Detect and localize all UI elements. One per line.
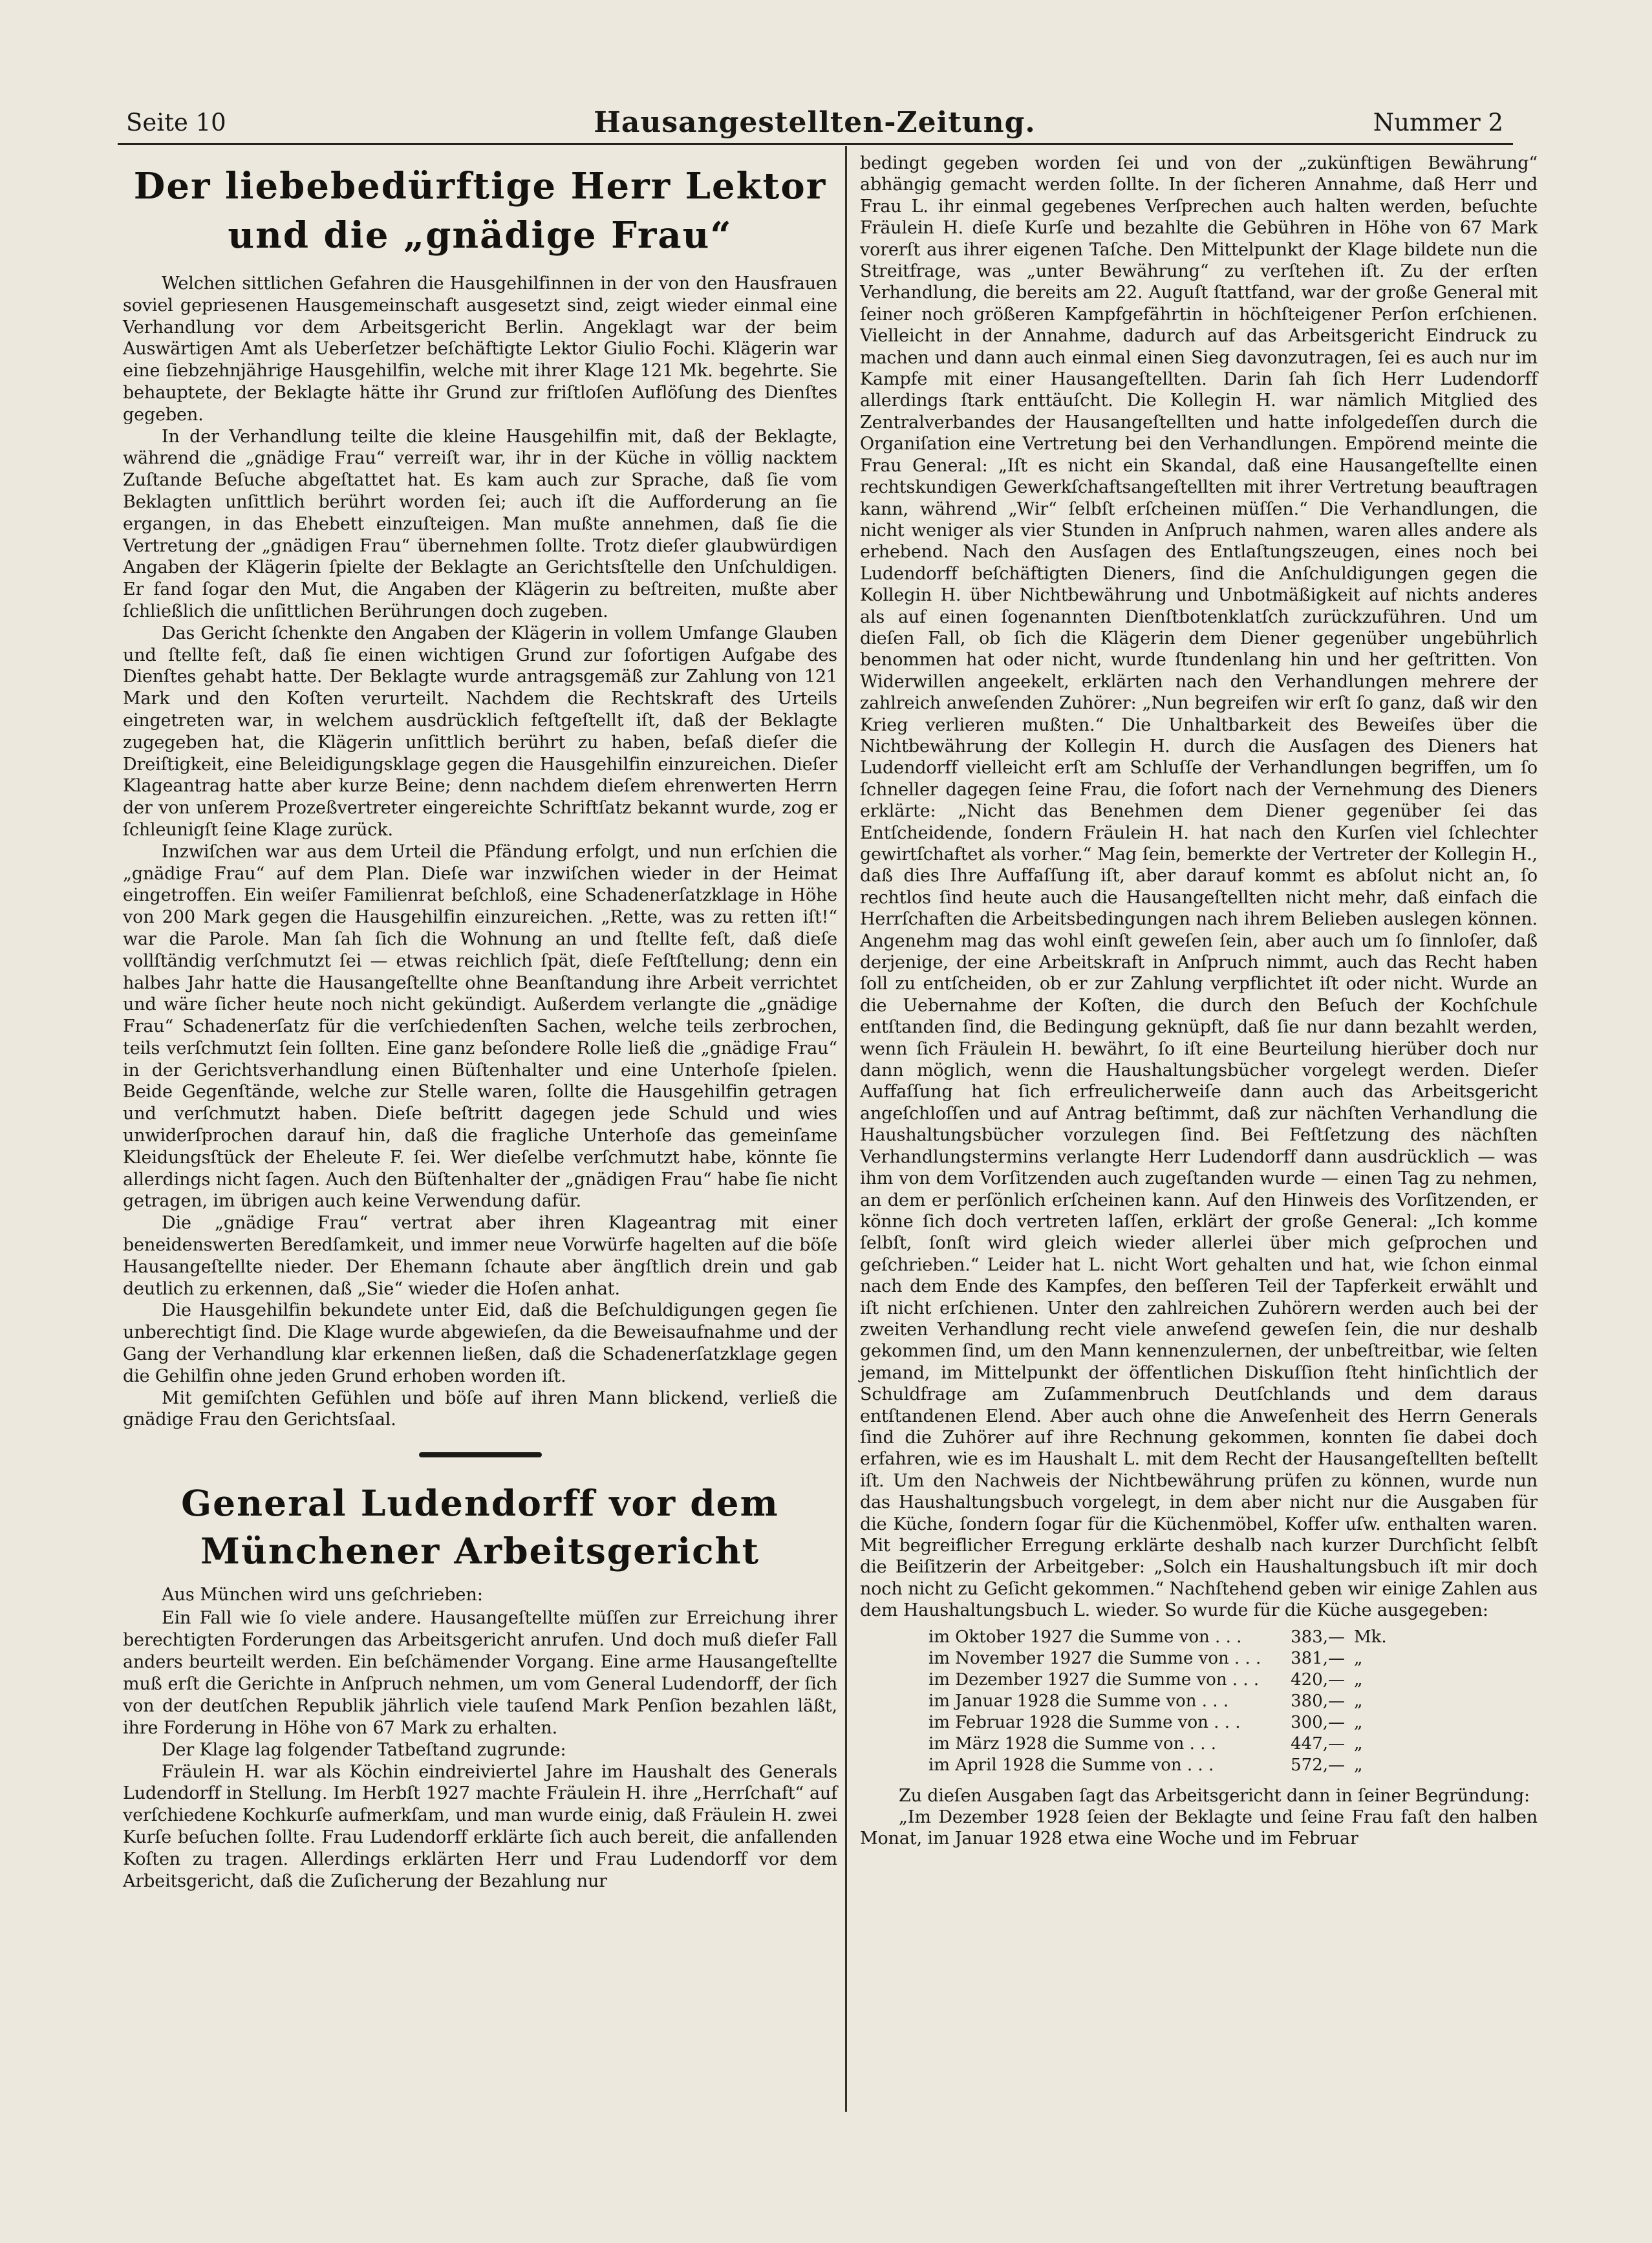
expense-amount: 381,— [1291,1648,1345,1668]
expenses-table [860,1627,1538,1776]
article-ludendorff-paragraph: Ein Fall wie ſo viele andere. Hausangeſtellte müſſen zur Erreichung ihrer berechtigten Forderungen das Arbeitsgericht anrufen. Und doch muß dieſer Fall anders beurteilt werden. Ein beſchämender Vorgang. Eine arme Hausangeſtellte muß erſt die Gerichte in Anſpruch nehmen, um vom General Ludendorff, der ſich von der deutſchen Republik jährlich viele tauſend Mark Penſion bezahlen läßt, ihre Forderung in Höhe von 67 Mark zu erhalten. [123,1608,837,1738]
expense-row [860,1627,1538,1648]
header-rule [118,143,1513,145]
article-ludendorff-continuation: bedingt gegeben worden ſei und von der „zukünftigen Bewährung“ abhängig gemacht werden ſollte. In der ſicheren Annahme, daß Herr und Frau L. ihr einmal gegebenes Verſprechen auch halten werden, beſuchte Fräulein H. dieſe Kurſe und bezahlte die Gebühren in Höhe von 67 Mark vorerſt aus ihrer eigenen Taſche. Den Mittelpunkt der Klage bildete nun die Streitfrage, was „unter Bewährung“ zu verſtehen iſt. Zu der erſten Verhandlung, die bereits am 22. Auguſt ſtattfand, war der große General mit ſeiner noch größeren Kampfgefährtin in höchſteigener Perſon erſchienen. Vielleicht in der Annahme, dadurch auf das Arbeitsgericht Eindruck zu machen und dann auch einmal einen Sieg davonzutragen, ſei es auch nur im Kampfe mit einer Hausangeſtellten. Darin ſah ſich Herr Ludendorff allerdings ſtark enttäuſcht. Die Kollegin H. war nämlich Mitglied des Zentralverbandes der Hausangeſtellten und hatte infolgedeſſen durch die Organiſation eine Vertretung bei den Verhandlungen. Empörend meinte die Frau General: „Iſt es nicht ein Skandal, daß eine Hausangeſtellte einen rechtskundigen Gewerkſchaftsangeſtellten mit ihrer Vertretung beauftragen kann, während „Wir“ ſelbſt erſcheinen müſſen.“ Die Verhandlungen, die nicht weniger als vier Stunden in Anſpruch nahmen, waren alles andere als erhebend. Nach den Ausſagen des Entlaſtungszeugen, eines noch bei Ludendorff beſchäftigten Dieners, ſind die Anſchuldigungen gegen die Kollegin H. über Nichtbewährung und Unbotmäßigkeit auf nichts anderes als auf einen ſogenannten Dienſtbotenklatſch zurückzuführen. Und um dieſen Fall, ob ſich die Klägerin dem Diener gegenüber ungebührlich benommen hat oder nicht, wurde ſtundenlang hin und her geſtritten. Von Widerwillen angeekelt, erklärten nach den Verhandlungen mehrere der zahlreich anweſenden Zuhörer: „Nun begreifen wir erſt ſo ganz, daß wir den Krieg verlieren mußten.“ Die Unhaltbarkeit des Beweiſes über die Nichtbewährung der Kollegin H. durch die Ausſagen des Dieners hat Ludendorff vielleicht erſt am Schluſſe der Verhandlungen begriffen, um ſo ſchneller dagegen ſeine Frau, die ſofort nach der Vernehmung des Dieners erklärte: „Nicht das Benehmen dem Diener gegenüber ſei das Entſcheidende, ſondern Fräulein H. hat nach den Kurſen viel ſchlechter gewirtſchaftet als vorher.“ Mag ſein, bemerkte der Vertreter der Kollegin H., daß dies Ihre Auffaſſung iſt, aber darauf kommt es abſolut nicht an, ſo rechtlos ſind heute auch die Hausangeſtellten nicht mehr, daß einfach die Herrſchaften die Arbeitsbedingungen nach ihrem Belieben auslegen können. Angenehm mag das wohl einſt geweſen ſein, aber auch um ſo ſinnloſer, daß derjenige, der eine Arbeitskraft in Anſpruch nimmt, auch das Recht haben ſoll zu entſcheiden, ob er zur Zahlung verpflichtet iſt oder nicht. Wurde an die Uebernahme der Koſten, die durch den Beſuch der Kochſchule entſtanden ſind, die Bedingung geknüpft, daß ſie nur dann bezahlt werden, wenn ſich Fräulein H. bewährt, ſo iſt eine Beurteilung hierüber doch nur dann möglich, wenn die Haushaltungsbücher vorgelegt werden. Dieſer Auffaſſung hat ſich erfreulicherweiſe dann auch das Arbeitsgericht angeſchloſſen und auf Antrag beſtimmt, daß zur nächſten Verhandlung die Haushaltungsbücher vorzulegen ſind. Bei Feſtſetzung des nächſten Verhandlungstermins verlangte Herr Ludendorff dann ausdrücklich — was ihm von dem Vorſitzenden auch zugeſtanden wurde — einen Tag zu nehmen, an dem er perſönlich erſcheinen kann. Auf den Hinweis des Vorſitzenden, er könne ſich doch vertreten laſſen, erklärt der große General: „Ich komme ſelbſt, ſonſt wird gleich wieder allerlei über mich geſprochen und geſchrieben.“ Leider hat L. nicht Wort gehalten und hat, wie ſchon einmal nach dem Ende des Kampfes, den beſſeren Teil der Tapferkeit erwählt und iſt nicht erſchienen. Unter den zahlreichen Zuhörern werden auch bei der zweiten Verhandlung recht viele anweſend geweſen ſein, die nur deshalb gekommen ſind, um den Mann kennenzulernen, der unbeſtreitbar, wie ſelten jemand, im Mittelpunkt der öffentlichen Diskuſſion ſteht hinſichtlich der Schuldfrage am Zuſammenbruch Deutſchlands und dem daraus entſtandenen Elend. Aber auch ohne die Anweſenheit des Herrn Generals ſind die Zuhörer auf ihre Rechnung gekommen, konnten ſie dabei doch erfahren, wie es im Haushalt L. mit dem Recht der Hausangeſtellten beſtellt iſt. Um den Nachweis der Nichtbewährung prüfen zu können, wurde nun das Haushaltungsbuch vorgelegt, in dem aber nicht nur die Ausgaben für die Küche, ſondern ſogar für die Küchenmöbel, Koffer uſw. enthalten waren. Mit begreiflicher Erregung erklärte deshalb nach kurzer Durchſicht ſelbſt die Beiſitzerin der Arbeitgeber: „Solch ein Haushaltungsbuch iſt mir doch noch nicht zu Geſicht gekommen.“ Nachſtehend geben wir einige Zahlen aus dem Haushaltungsbuch L. wieder. So wurde für die Küche ausgegeben: [860,153,1538,1621]
article-ludendorff-paragraph: Zu dieſen Ausgaben ſagt das Arbeitsgericht dann in ſeiner Begründung: [899,1785,1530,1806]
article-lektor-paragraph: In der Verhandlung teilte die kleine Hausgehilfin mit, daß der Beklagte, während die „gnädige Frau“ verreiſt war, ihr in der Küche in völlig nacktem Zuſtande Beſuche abgeſtattet hat. Es kam auch zur Sprache, daß ſie vom Beklagten unſittlich berührt worden ſei; auch iſt die Aufforderung an ſie ergangen, in das Ehebett einzuſteigen. Man mußte annehmen, daß ſie die Vertretung der „gnädigen Frau“ übernehmen ſollte. Trotz dieſer glaubwürdigen Angaben der Klägerin ſpielte der Beklagte an Gerichtsſtelle den Unſchuldigen. Er fand ſogar den Mut, die Angaben der Klägerin zu beſtreiten, mußte aber ſchließlich die unſittlichen Berührungen doch zugeben. [123,426,837,621]
article-lektor-paragraph: Inzwiſchen war aus dem Urteil die Pfändung erfolgt, und nun erſchien die „gnädige Frau“ auf dem Plan. Dieſe war inzwiſchen wieder in der Heimat eingetroffen. Ein weiſer Familienrat beſchloß, eine Schadenerſatzklage in Höhe von 200 Mark gegen die Hausgehilfin einzureichen. „Rette, was zu retten iſt!“ war die Parole. Man ſah ſich die Wohnung an und ſtellte feſt, daß dieſe vollſtändig verſchmutzt ſei — etwas reichlich ſpät, dieſe Feſtſtellung; denn ein halbes Jahr hatte die Hausangeſtellte ohne Beanſtandung ihre Arbeit verrichtet und wäre ſicher heute noch nicht gekündigt. Außerdem verlangte die „gnädige Frau“ Schadenerſatz für die verſchiedenſten Sachen, welche teils zerbrochen, teils verſchmutzt ſein ſollten. Eine ganz beſondere Rolle ließ die „gnädige Frau“ in der Gerichtsverhandlung einen Büſtenhalter und eine Unterhoſe ſpielen. Beide Gegenſtände, welche zur Stelle waren, ſollte die Hausgehilfin getragen und verſchmutzt haben. Dieſe beſtritt dagegen jede Schuld und wies unwiderſprochen darauf hin, daß die fragliche Unterhoſe das gemeinſame Kleidungsſtück der Eheleute F. ſei. Wer dieſelbe verſchmutzt habe, könnte ſie allerdings nicht ſagen. Auch den Büſtenhalter der „gnädigen Frau“ habe ſie nicht getragen, im übrigen auch keine Verwendung dafür. [123,841,837,1212]
expense-unit: „ [1354,1669,1363,1690]
expense-label: im Januar 1928 die Summe von . . . [928,1691,1229,1711]
expense-amount: 420,— [1291,1669,1345,1690]
expense-unit: „ [1354,1691,1363,1711]
right-column [860,153,1538,1850]
expense-label: im Dezember 1927 die Summe von . . . [928,1669,1260,1690]
expense-amount: 572,— [1291,1755,1345,1775]
article-dateline: Aus München wird uns geſchrieben: [162,1585,483,1605]
column-divider [845,146,847,2112]
article-lektor-paragraph: Welchen sittlichen Gefahren die Hausgehilfinnen in der von den Hausfrauen soviel gepriesenen Hausgemeinschaft ausgesetzt sind, zeigt wieder einmal eine Verhandlung vor dem Arbeitsgericht Berlin. Angeklagt war der beim Auswärtigen Amt als Ueberſetzer beſchäftigte Lektor Giulio Fochi. Klägerin war eine ſiebzehnjährige Hausgehilfin, welche mit ihrer Klage 121 Mk. begehrte. Sie behauptete, der Beklagte hätte ihr Grund zur friſtloſen Auflöſung des Dienſtes gegeben. [123,274,837,425]
expense-unit: „ [1354,1755,1363,1775]
article-ludendorff-paragraph: „Im Dezember 1928 ſeien der Beklagte und ſeine Frau faſt den halben Monat, im Januar 1928 etwa eine Woche und im Februar [860,1807,1538,1849]
article-separator [419,1452,542,1457]
article-ludendorff [123,1479,837,1893]
article-lektor-paragraph: Die Hausgehilfin bekundete unter Eid, daß die Beſchuldigungen gegen ſie unberechtigt ſind. Die Klage wurde abgewieſen, da die Beweisaufnahme und der Gang der Verhandlung klar erkennen ließen, daß die Schadenerſatzklage gegen die Gehilfin ohne jeden Grund erhoben worden iſt. [123,1300,837,1386]
page-header [126,106,1503,144]
expense-label: im Oktober 1927 die Summe von . . . [928,1627,1242,1647]
expense-label: im April 1928 die Summe von . . . [928,1755,1214,1775]
expense-amount: 383,— [1291,1627,1345,1647]
article-lektor [123,162,837,1431]
page-number: Seite 10 [126,109,226,136]
newspaper-title: Hausangestellten-Zeitung. [594,106,1036,139]
expense-amount: 447,— [1291,1733,1345,1754]
expense-unit: „ [1354,1733,1363,1754]
expense-unit: „ [1354,1712,1363,1732]
expense-amount: 380,— [1291,1691,1345,1711]
expense-label: im Februar 1928 die Summe von . . . [928,1712,1241,1732]
article-ludendorff-paragraph: Fräulein H. war als Köchin eindreiviertel Jahre im Haushalt des Generals Ludendorff in Stellung. Im Herbſt 1927 machte Fräulein H. ihre „Herrſchaft“ auf verſchiedene Kochkurſe aufmerkſam, und man wurde einig, daß Fräulein H. zwei Kurſe beſuchen ſollte. Frau Ludendorff erklärte ſich auch bereit, die anfallenden Koſten zu tragen. Allerdings erklärten Herr und Frau Ludendorff vor dem Arbeitsgericht, daß die Zuſicherung der Bezahlung nur [123,1761,837,1892]
article-lektor-paragraph: Mit gemiſchten Gefühlen und böſe auf ihren Mann blickend, verließ die gnädige Frau den Gerichtsſaal. [123,1388,837,1430]
expense-label: im März 1928 die Summe von . . . [928,1733,1216,1754]
expense-unit: „ [1354,1648,1363,1668]
article-lektor-title: Der liebebedürftige Herr Lektor und die „gnädige Frau“ [133,165,827,257]
expense-row [860,1755,1538,1776]
expense-amount: 300,— [1291,1712,1345,1732]
expense-label: im November 1927 die Summe von . . . [928,1648,1261,1668]
article-lektor-paragraph: Das Gericht ſchenkte den Angaben der Klägerin in vollem Umfange Glauben und ſtellte feſt, daß ſie einen wichtigen Grund zur ſofortigen Aufgabe des Dienſtes gehabt hatte. Der Beklagte wurde antragsgemäß zur Zahlung von 121 Mark und den Koſten verurteilt. Nachdem die Rechtskraft des Urteils eingetreten war, in welchem ausdrücklich feſtgeſtellt iſt, daß der Beklagte zugegeben hat, die Klägerin unſittlich berührt zu haben, beſaß dieſer die Dreiſtigkeit, eine Beleidigungsklage gegen die Hausgehilfin einzureichen. Dieſer Klageantrag hatte aber kurze Beine; denn nachdem dieſem ehrenwerten Herrn der von unſerem Prozeßvertreter eingereichte Schriftſatz bekannt wurde, zog er ſchleunigſt ſeine Klage zurück. [123,623,837,840]
expense-row [860,1669,1538,1691]
expense-row [860,1648,1538,1669]
expense-row [860,1733,1538,1755]
expense-unit: Mk. [1354,1627,1387,1647]
article-ludendorff-title: General Ludendorff vor dem Münchener Arbeitsgericht [181,1482,779,1572]
issue-number: Nummer 2 [1373,109,1503,136]
article-ludendorff-paragraph: Der Klage lag folgender Tatbeſtand zugrunde: [162,1739,566,1760]
expense-row [860,1691,1538,1712]
expense-row [860,1712,1538,1733]
article-lektor-paragraph: Die „gnädige Frau“ vertrat aber ihren Klageantrag mit einer beneidenswerten Beredſamkeit, und immer neue Vorwürfe hagelten auf die böſe Hausangeſtellte nieder. Der Ehemann ſchaute aber ängſtlich drein und gab deutlich zu erkennen, daß „Sie“ wieder die Hoſen anhat. [123,1213,837,1299]
left-column [123,153,837,1893]
